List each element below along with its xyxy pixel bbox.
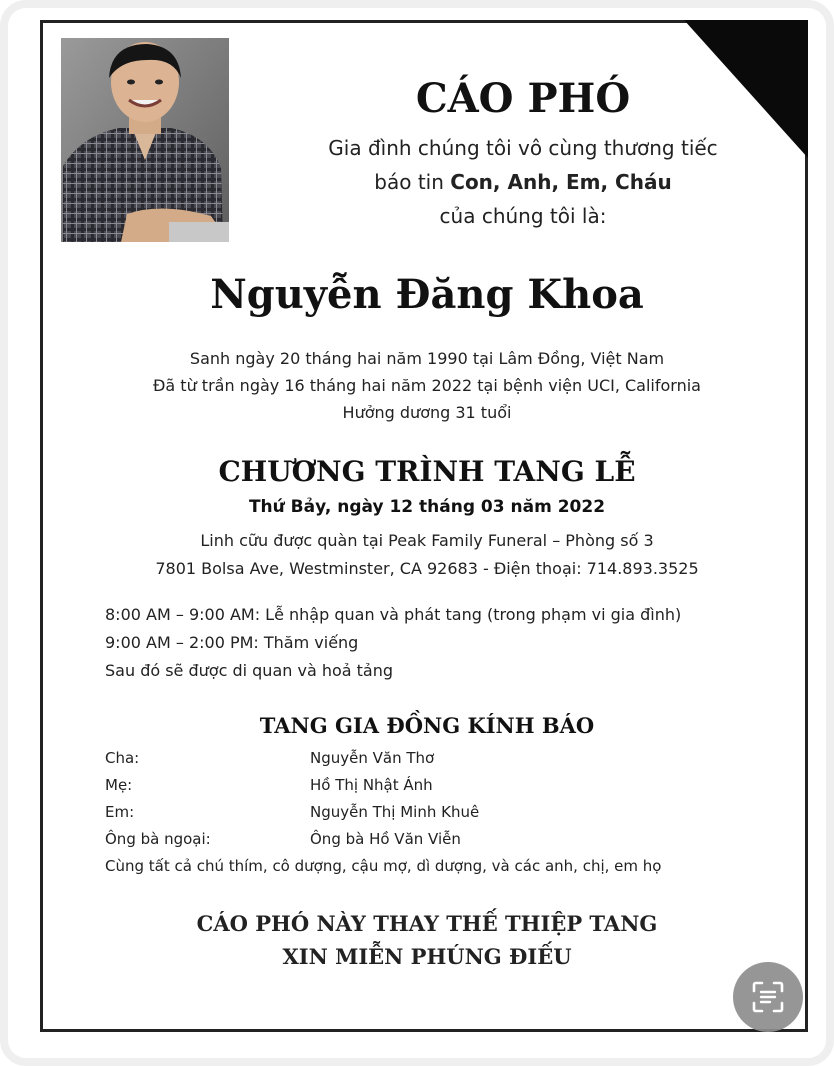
funeral-schedule — [105, 601, 795, 685]
age-info: Hưởng dương 31 tuổi — [342, 403, 512, 422]
portrait-photo — [61, 38, 229, 242]
intro-line-3: của chúng tôi là: — [439, 204, 607, 228]
closing-line-2: XIN MIỄN PHÚNG ĐIẾU — [282, 944, 572, 969]
family-row-grandparents — [105, 826, 795, 853]
schedule-item: 8:00 AM – 9:00 AM: Lễ nhập quan và phát tang (trong phạm vi gia đình) — [105, 605, 682, 624]
obituary-title: CÁO PHÓ — [415, 75, 631, 122]
funeral-location — [43, 527, 811, 583]
extended-family-note: Cùng tất cả chú thím, cô dượng, cậu mợ, dì dượng, và các anh, chị, em họ — [105, 857, 662, 875]
death-info: Đã từ trần ngày 16 tháng hai năm 2022 tại bệnh viện UCI, California — [153, 376, 701, 395]
obituary-card — [40, 20, 808, 1032]
family-row-father — [105, 745, 795, 772]
birth-info: Sanh ngày 20 tháng hai năm 1990 tại Lâm Đồng, Việt Nam — [189, 349, 665, 368]
text-scan-icon — [748, 977, 788, 1017]
family-section-title: TANG GIA ĐỒNG KÍNH BÁO — [259, 713, 595, 738]
deceased-name: Nguyễn Đăng Khoa — [210, 271, 644, 318]
family-member-name: Nguyễn Thị Minh Khuê — [310, 803, 480, 821]
funeral-date: Thứ Bảy, ngày 12 tháng 03 năm 2022 — [248, 497, 606, 517]
closing-line-1: CÁO PHÓ NÀY THAY THẾ THIỆP TANG — [196, 911, 658, 936]
portrait-illustration — [61, 38, 229, 242]
announcement-intro — [243, 131, 803, 233]
funeral-program-title: CHƯƠNG TRÌNH TANG LỄ — [218, 455, 636, 488]
relationship-list: Con, Anh, Em, Cháu — [450, 170, 672, 194]
family-role: Em: — [105, 803, 135, 821]
funeral-home: Linh cữu được quàn tại Peak Family Funeral – Phòng số 3 — [200, 531, 654, 550]
family-member-name: Hồ Thị Nhật Ánh — [310, 776, 433, 794]
funeral-address: 7801 Bolsa Ave, Westminster, CA 92683 - Điện thoại: 714.893.3525 — [155, 559, 699, 578]
family-member-name: Nguyễn Văn Thơ — [310, 749, 435, 767]
family-row-sibling — [105, 799, 795, 826]
intro-line-2-prefix: báo tin — [374, 170, 451, 194]
closing-notice — [43, 907, 811, 973]
family-role: Cha: — [105, 749, 140, 767]
family-members — [105, 745, 795, 880]
family-role: Ông bà ngoại: — [105, 830, 211, 848]
biography — [43, 345, 811, 426]
family-role: Mẹ: — [105, 776, 133, 794]
schedule-item: Sau đó sẽ được di quan và hoả tảng — [105, 661, 394, 680]
schedule-item: 9:00 AM – 2:00 PM: Thăm viếng — [105, 633, 359, 652]
scan-text-button[interactable] — [733, 962, 803, 1032]
intro-line-2 — [243, 165, 803, 199]
family-member-name: Ông bà Hồ Văn Viễn — [310, 830, 461, 848]
intro-line-1: Gia đình chúng tôi vô cùng thương tiếc — [328, 136, 718, 160]
family-row-mother — [105, 772, 795, 799]
